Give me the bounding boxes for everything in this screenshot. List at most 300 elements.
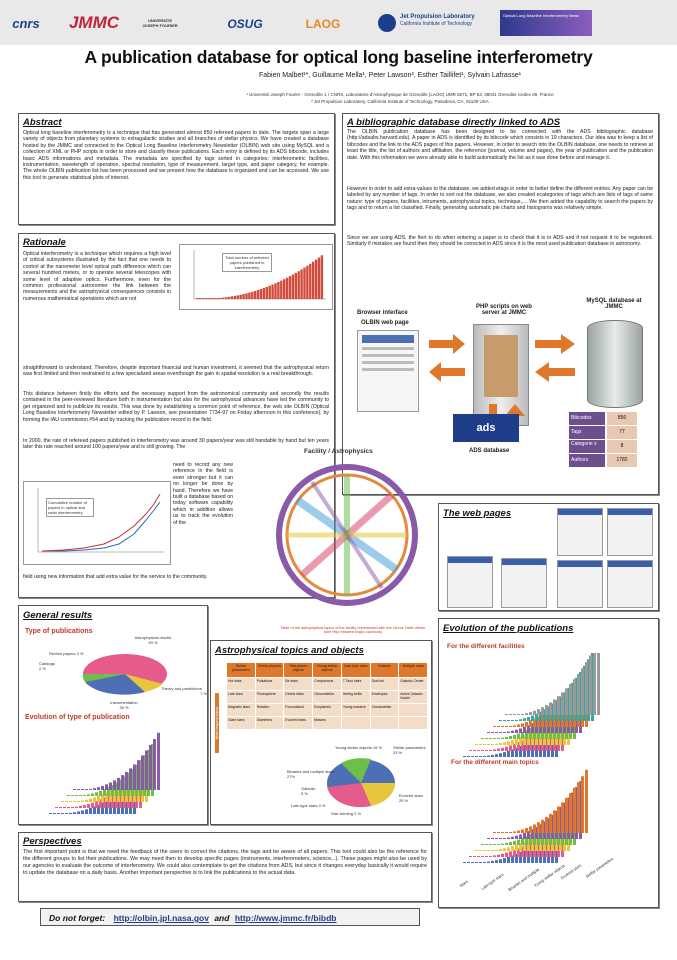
evo-type-bar (79, 795, 82, 796)
facility-bar (499, 753, 502, 757)
facility-bar (507, 732, 510, 733)
topic-bar (525, 828, 528, 833)
facility-bar (473, 750, 476, 751)
pie-label-theory-name: Theory and predictions (161, 686, 202, 691)
topic-bar (505, 832, 508, 833)
topic-bar (483, 850, 486, 851)
facility-bar (507, 720, 510, 721)
evo-type-bar (75, 807, 78, 808)
topic-bar (487, 850, 490, 851)
pub-type-pie-title: Type of publications (25, 628, 93, 635)
evo-type-bar (103, 789, 106, 796)
facility-bar (499, 743, 502, 745)
facility-bar (549, 702, 552, 715)
ads-database-label: ADS database (469, 448, 510, 454)
facility-bar (521, 723, 524, 727)
pie-label-theory (161, 686, 207, 696)
annual-bar (315, 260, 317, 299)
topic-bar (501, 854, 504, 857)
topic-bar (491, 850, 494, 851)
astro-table-cell: Masses (313, 717, 341, 729)
facility-bar (499, 720, 502, 721)
evo-type-bar (61, 813, 64, 814)
evo-type-bar (73, 789, 76, 790)
evo-type-bar (93, 797, 96, 802)
evo-type-bar (73, 801, 76, 802)
astro-table-cell: T Tauri stars (342, 678, 370, 690)
annual-bar (295, 273, 297, 299)
evo-type-bar (85, 789, 88, 790)
facility-bar (497, 749, 500, 751)
topic-bar (545, 817, 548, 833)
annual-bar (266, 287, 268, 299)
annual-bar (289, 276, 291, 299)
facility-bar (511, 740, 514, 745)
facility-bar (507, 741, 510, 745)
evo-type-bar (109, 783, 112, 790)
facility-bar (507, 751, 510, 757)
evo-type-bar (129, 768, 132, 790)
facility-bar (477, 750, 480, 751)
topic-bar (495, 850, 498, 851)
evo-type-bar (59, 807, 62, 808)
facility-bar (505, 726, 508, 727)
poster-title: A publication database for optical long baseline interferometry (84, 47, 593, 67)
facility-bar (503, 752, 506, 757)
web-screenshot-1 (557, 508, 603, 556)
astro-table-cell: Hot stars (227, 678, 255, 690)
footer-link-olbin[interactable]: http://olbin.jpl.nasa.gov (113, 913, 209, 923)
evolution-pub-box (438, 618, 659, 908)
mysql-label: MySQL database at JMMC (586, 298, 642, 310)
evo-type-bar (87, 794, 90, 796)
astro-table-cell: Magnetic stars (227, 704, 255, 716)
stat-name-1: Tags (569, 426, 605, 439)
annual-bar (286, 278, 288, 299)
annual-bar (251, 292, 253, 299)
topic-bar (493, 844, 496, 845)
facility-bar (517, 714, 520, 715)
php-scripts-label: PHP scripts on web server at JMMC (476, 304, 532, 316)
astro-pie-label-starforming-name: Star-forming (331, 811, 354, 816)
annual-bar (196, 298, 198, 299)
facility-bar (517, 724, 520, 727)
rationale-text-6: field using new information that add extra value for the service to the community. (23, 574, 208, 580)
olbin-banner-logo (500, 10, 592, 36)
evo-type-bar (75, 795, 78, 796)
astro-table-cell: Diameters (256, 717, 284, 729)
web-pages-box (438, 503, 659, 611)
annual-bar (225, 297, 227, 299)
topic-bar (509, 832, 512, 833)
annual-bar (283, 279, 285, 299)
footer-do-not-forget: Do not forget: (49, 913, 106, 923)
facility-bar (515, 739, 518, 745)
evo-type-bar (95, 792, 98, 796)
topic-bar (475, 850, 478, 851)
astro-table-cell: Companions (313, 678, 341, 690)
annual-bar (318, 257, 320, 299)
astro-pie-label-stellar-pct: 33 % (393, 750, 403, 755)
topic-bar (517, 839, 520, 845)
rationale-text-1: Optical interferometry is a technique which requires a high level of critical subsystems illustrated by the fact that one needs to control at the nanometer level optical path difference which can several hundred meters, or to operate several telescopes with some level of adaptive optics. Furthermore, even for the common professional astronomer the link between the measurements and the astrophysical consequences consists in numerous mathematical operations which are not (23, 251, 171, 302)
web-screenshot-2 (607, 508, 653, 556)
perspectives-text: The first important point is that we need the feedback of the users to correct the citations, the tags and be aware of all papers. This tool could also be the reference for the different groups to list their publications. We may need then to develop specific pages (instruments, interferometers, science,..). These pages might also be used by our agencies to evaluate the outcome of interferometry. We could also contemplate to get the citations from ADS, but since it changes everyday basically it would require to update the database on a daily basis. Another important perspective is to link the publications to the actual data. (23, 849, 427, 876)
evo-type-bar (97, 787, 100, 790)
annual-papers-chart (179, 244, 333, 310)
facility-bar (501, 748, 504, 751)
web-pages-title: The web pages (443, 508, 512, 519)
stat-name-3: Authors (569, 454, 605, 467)
annual-bar (269, 286, 271, 299)
facility-bar (537, 709, 540, 715)
facility-bar (519, 719, 522, 721)
topic-bar (569, 793, 572, 833)
facility-bar (493, 726, 496, 727)
evo-type-bar (149, 745, 152, 790)
topic-bar (477, 856, 480, 857)
pie-label-instrumentation-name: Instrumentation (110, 700, 138, 705)
pie-label-theory-pct: 7 % (200, 691, 207, 696)
facility-bar (585, 662, 588, 715)
topic-bar (489, 844, 492, 845)
astro-table-cell: Galactic Center (399, 678, 427, 690)
pie-label-catalogs-name: Catalogs (39, 661, 55, 666)
topic-bar (499, 849, 502, 851)
topic-bar (485, 844, 488, 845)
topic-bar (491, 838, 494, 839)
evo-type-bar (121, 775, 124, 790)
facility-bar (533, 711, 536, 715)
facility-bar (509, 726, 512, 727)
topic-bar (537, 822, 540, 833)
topic-bar (517, 830, 520, 833)
cumulative-chart-legend: Cumulative number of papers in optical and radio interferometry (46, 498, 94, 517)
astro-table-cell: Rotation (256, 704, 284, 716)
topic-bar (469, 856, 472, 857)
evo-type-bar (77, 811, 80, 814)
topic-bar (573, 788, 576, 833)
astro-pie-label-galactic (301, 786, 315, 796)
facility-bar (489, 738, 492, 739)
astro-pie-label-evolved (399, 793, 423, 803)
facility-bar (523, 718, 526, 721)
ujf-logo (140, 8, 180, 38)
topic-bar (513, 831, 516, 833)
astro-table-cell (399, 717, 427, 729)
rationale-text-3: This distance between firstly the efforts and the necessary support from the astronomical community and secondly the results contained in the peer-reviewed literature both in instrumentation but also for the astrophysical advances have led the community to get organized and to publicize its results. This was done by establishing a common point of reference, the web site OLBIN (Optical Long Baseline Interferometry Newsletter edited by P. Lawson, see presentation 7734-97 on Friday afternoon in this conference), by forming the IAU commission #54 and by tracking the publication record in the field. (23, 391, 329, 423)
rationale-title: Rationale (23, 237, 66, 248)
pie-label-instrumentation (99, 700, 149, 710)
astro-pie-label-binaries (287, 769, 334, 779)
topics-3d-chart (453, 769, 653, 869)
evo-type-bar (83, 805, 86, 808)
topics-subtitle: For the different main topics (451, 759, 539, 766)
facility-chart-caption: Table of the astrophysical topics of the facility represented with the Circos Table viewer (see http://mkweb.bcgsc.ca/circos) (280, 626, 426, 634)
astro-table-cell: Debris disks (284, 691, 312, 703)
pub-type-pie (75, 644, 175, 704)
pie-label-astro-name: Astrophysical results (134, 635, 172, 640)
evo-type-bar (99, 791, 102, 796)
astro-topics-table (227, 663, 427, 729)
facility-bar (511, 720, 514, 721)
topic-axis-label-1: Late-type stars (479, 871, 505, 892)
footer-bar (40, 908, 420, 926)
facility-bar (565, 688, 568, 715)
topic-axis-label-0: Stars (458, 878, 469, 889)
facility-bar (529, 720, 532, 727)
annual-bar (228, 297, 230, 299)
annual-bar (245, 293, 247, 299)
arrow-browser-to-php (429, 334, 465, 354)
topic-bar (521, 829, 524, 833)
evo-type-bar (65, 801, 68, 802)
astro-topics-box (210, 640, 432, 825)
evo-type-bar (55, 807, 58, 808)
topic-bar (581, 776, 584, 833)
evo-type-bar (61, 801, 64, 802)
topic-bar (549, 814, 552, 833)
topic-bar (495, 838, 498, 839)
facility-bar (503, 742, 506, 745)
facility-bar (561, 693, 564, 715)
evo-type-bar (63, 807, 66, 808)
topic-bar (541, 820, 544, 833)
evolution-type-chart (39, 726, 204, 821)
footer-link-jmmc[interactable]: http://www.jmmc.fr/bibdb (234, 913, 337, 923)
evo-type-bar (133, 764, 136, 790)
rationale-text-2: straightforward to understand. Therefore, despite important financial and human investment, it seemed that the astrophysical return was first limited and then restrained to a few specialized areas eventhough the gain in spatial resolution is a real breakthrough. (23, 365, 329, 378)
astro-pie-label-binaries-pct: 27% (287, 774, 296, 779)
evo-type-bar (81, 801, 84, 802)
annual-bar (309, 264, 311, 299)
facility-circos-panel (250, 440, 435, 640)
arrow-php-to-mysql (535, 334, 575, 354)
facility-bar (467, 756, 470, 757)
astro-table-cell: Pulsations (256, 678, 284, 690)
annual-bar (216, 298, 218, 299)
evo-type-bar (67, 795, 70, 796)
general-results-box (18, 605, 208, 825)
evo-type-bar (95, 801, 98, 808)
topic-bar (497, 832, 500, 833)
evo-type-bar (85, 800, 88, 802)
annual-bar (260, 289, 262, 299)
annual-bar (257, 290, 259, 299)
topic-bar (511, 846, 514, 851)
evo-type-bar (71, 807, 74, 808)
evo-type-bar (87, 804, 90, 808)
astro-pie-label-late-pct: 4 % (318, 803, 326, 808)
annual-bar (211, 298, 213, 299)
pie-label-astro (123, 635, 183, 645)
facility-bar (511, 731, 514, 733)
facility-bar (501, 738, 504, 739)
astro-table-cell (371, 717, 399, 729)
facility-bar (499, 732, 502, 733)
topic-bar (509, 851, 512, 857)
pie-label-catalogs (39, 661, 55, 671)
olbin-banner-text: Optical Long Baseline Interferometry News (503, 13, 580, 18)
astro-table-header: Stellar parameters (227, 663, 255, 677)
astro-table-cell: Be stars (284, 678, 312, 690)
annual-bar (199, 298, 201, 299)
web-screenshot-4 (501, 558, 547, 608)
annual-bar (277, 282, 279, 299)
topic-bar (485, 856, 488, 857)
evo-type-bar (157, 733, 160, 790)
astro-table-header: Stellar physics (256, 663, 284, 677)
annual-bar (298, 271, 300, 299)
facility-bar (569, 684, 572, 715)
facility-bar (589, 655, 592, 715)
facility-bar (529, 712, 532, 715)
evo-type-bar (81, 789, 84, 790)
facility-bar (495, 732, 498, 733)
astro-topics-pie (318, 755, 401, 811)
facility-bar (491, 732, 494, 733)
general-results-title: General results (23, 610, 93, 621)
facility-bar (491, 755, 494, 757)
osug-logo-text: OSUG (227, 17, 263, 31)
topic-bar (529, 826, 532, 833)
pie-label-review-pct: 3 % (76, 651, 84, 656)
ads-text-1: The OLBIN publication database has been designed to be connected with the ADS bibliographic database (http://adsabs.harvard.edu). A paper in ADS is identified by its bibcode which consists in 19 characters. Our idea was to keep a list of bibcodes and the link to the ADS pages of this papers. However, in order to search into the OLBIN database, one needs to retrieve at least the title, the list of authors and affiliation, the reference (journal, volume and pages), the year of publication and the publication date. With this information we were already able to build automatically the list as it was done before and manage it. (347, 129, 653, 161)
astro-table-header: Young stellar objects (313, 663, 341, 677)
facility-bar (469, 750, 472, 751)
osug-logo (220, 10, 270, 38)
facility-bar (471, 756, 474, 757)
topic-bar (585, 770, 588, 833)
evolution-type-title: Evolution of type of publication (25, 714, 130, 721)
facility-bar (463, 756, 466, 757)
topic-bar (507, 847, 510, 851)
arrow-mysql-to-php (535, 362, 575, 382)
astro-pie-label-late-name: Late-type stars (291, 803, 318, 808)
facility-bar (505, 714, 508, 715)
poster-affil-2: ² Jet Propulsion Laboratory, California Institute of Technology, Pasadena, CA, 91109 USA (311, 99, 489, 104)
perspectives-box (18, 832, 432, 902)
astro-table-cell: Exozodiacal (284, 704, 312, 716)
facility-bar (523, 727, 526, 733)
topic-bar (513, 841, 516, 845)
facility-bar (509, 745, 512, 751)
stat-value-3: 1782 (607, 454, 637, 467)
annual-bar (205, 298, 207, 299)
annual-bar (271, 285, 273, 299)
evo-type-bar (81, 810, 84, 814)
annual-bar (274, 283, 276, 299)
facility-bar (485, 750, 488, 751)
evo-type-bar (101, 786, 104, 790)
mysql-database-icon (587, 320, 643, 408)
facility-bar (497, 726, 500, 727)
facility-bar (553, 699, 556, 715)
facility-bar (483, 744, 486, 745)
facility-bar (493, 749, 496, 751)
facility-bar (487, 732, 490, 733)
facility-bar (513, 714, 516, 715)
evo-type-bar (69, 801, 72, 802)
cumulative-papers-svg (24, 482, 168, 562)
topic-axis-label-4: Evolved stars (559, 862, 583, 881)
facility-bar (519, 728, 522, 733)
topic-bar (481, 844, 484, 845)
topic-bar (523, 833, 526, 839)
facility-bar (479, 744, 482, 745)
ads-box (342, 113, 659, 495)
evo-type-bar (49, 813, 52, 814)
evo-type-bar (89, 799, 92, 802)
evo-type-bar (91, 793, 94, 796)
web-screenshot-6 (607, 560, 653, 608)
astro-table-cell: Late stars (227, 691, 255, 703)
pie-label-catalogs-pct: 2 % (39, 666, 46, 671)
topic-bar (493, 832, 496, 833)
astro-table-header: Galactic (371, 663, 399, 677)
facility-bar (495, 744, 498, 745)
facility-bar (509, 714, 512, 715)
facility-bar (479, 756, 482, 757)
topics-axis-labels (458, 856, 639, 903)
cumulative-papers-chart (23, 481, 171, 565)
topic-axis-label-5: Stellar parameters (584, 856, 615, 879)
topic-bar (509, 842, 512, 845)
annual-bar (312, 262, 314, 299)
topic-bar (479, 850, 482, 851)
topic-bar (553, 810, 556, 833)
web-screenshot-3 (447, 556, 493, 608)
astro-table-cell: Young massive (342, 704, 370, 716)
astro-table-cell: Envelopes (371, 691, 399, 703)
annual-bar (263, 288, 265, 299)
ads-text-3: Since we are using ADS, the fiert to do when entering a paper is to check that it is in ADS and if not request it to be registered. Similarly if mistakes are found then they should be corrected in ADS since it is the most used publication database in astronomy. (347, 235, 653, 248)
astro-pie-label-evolved-pct: 25 % (399, 798, 409, 803)
evo-type-bar (83, 795, 86, 796)
facility-bar (481, 750, 484, 751)
facility-bar (525, 713, 528, 715)
evo-type-bar (91, 803, 94, 808)
topic-bar (557, 807, 560, 833)
annual-bar (219, 298, 221, 299)
pie-label-instrumentation-pct: 35 % (119, 705, 129, 710)
astro-pie-label-late (291, 803, 326, 808)
facility-bar (505, 737, 508, 739)
facility-bar (593, 653, 596, 715)
topic-bar (511, 837, 514, 839)
topic-axis-label-3: Young stellar objects (532, 862, 566, 889)
topic-bar (503, 848, 506, 851)
astro-table-header: Late-type stars (342, 663, 370, 677)
astro-pie-label-galactic-name: Galactic (301, 786, 316, 791)
topic-bar (501, 832, 504, 833)
facility-bar (493, 738, 496, 739)
annual-bar (248, 293, 250, 299)
astro-table-header: Multiple stars (399, 663, 427, 677)
topic-bar (507, 838, 510, 839)
facility-bar (545, 705, 548, 715)
evo-type-bar (105, 784, 108, 790)
facility-bar (573, 679, 576, 715)
laog-logo (298, 12, 348, 36)
stats-table (569, 412, 653, 472)
evo-type-bar (69, 813, 72, 814)
stat-value-0: 856 (607, 412, 637, 425)
evo-type-bar (125, 772, 128, 790)
astro-pie-label-yso (335, 745, 382, 750)
browser-screenshot (357, 330, 419, 412)
facility-circos-svg (272, 460, 422, 610)
